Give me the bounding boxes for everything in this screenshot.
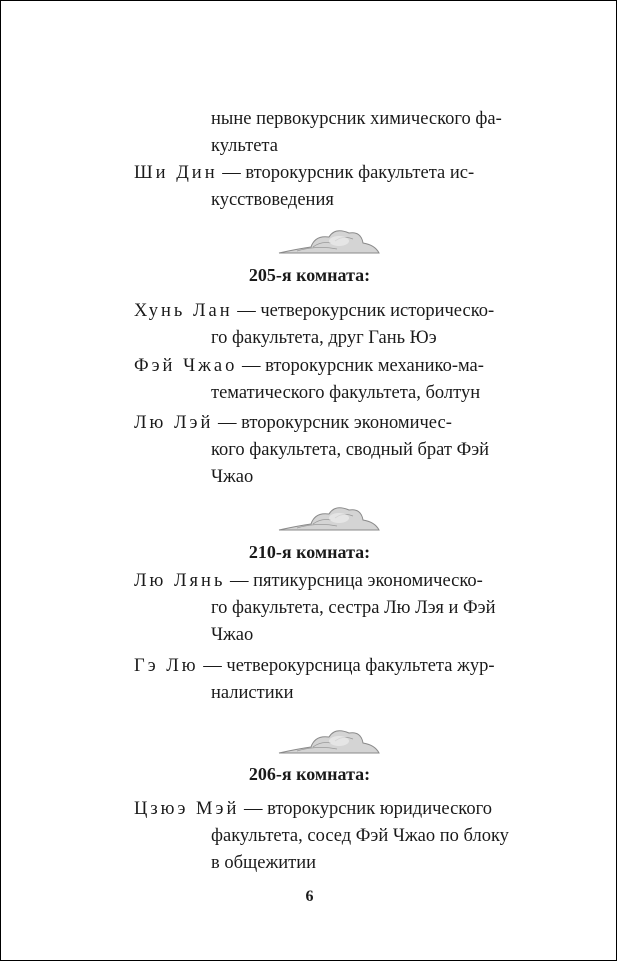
character-description: — второкурсник механико-ма- (237, 356, 484, 376)
character-name: Хунь Лан (134, 301, 233, 321)
character-description: — четверокурсница факультета жур- (198, 656, 495, 676)
entry-line: тематического факультета, болтун (211, 383, 481, 403)
entry-line: ныне первокурсник химического фа- (211, 109, 502, 129)
character-description: — второкурсник юридического (239, 799, 492, 819)
character-entry-lyu-lyan (134, 568, 517, 649)
entry-line: в общежитии (211, 853, 317, 873)
entry-line: Чжао (211, 625, 254, 645)
character-entry-hun-lan (134, 298, 517, 352)
page-number: 6 (305, 888, 314, 905)
cloud-ornament-icon (277, 723, 381, 757)
entry-line: Чжао (211, 467, 254, 487)
entry-line: налистики (211, 683, 294, 703)
character-name: Лю Лянь (134, 571, 226, 591)
character-name: Фэй Чжао (134, 356, 238, 376)
character-description: — пятикурсница экономическо- (225, 571, 483, 591)
room-heading: 205-я комната: (248, 265, 371, 285)
character-entry-continuation (134, 106, 517, 160)
cloud-ornament-icon (277, 223, 381, 257)
entry-line: кого факультета, сводный брат Фэй (211, 440, 490, 460)
character-entry-fei-chzhao (134, 353, 517, 407)
character-name: Гэ Лю (134, 656, 199, 676)
character-entry-tszyue-mei (134, 796, 517, 877)
room-heading: 210-я комната: (248, 542, 371, 562)
character-name: Лю Лэй (134, 413, 214, 433)
entry-line: культета (211, 136, 278, 156)
entry-line: го факультета, сестра Лю Лэя и Фэй (211, 598, 496, 618)
character-name: Цзюэ Мэй (134, 799, 240, 819)
cloud-ornament-icon (277, 500, 381, 534)
entry-line: факультета, сосед Фэй Чжао по блоку (211, 826, 509, 846)
character-entry-lyu-lei (134, 410, 517, 491)
entry-line: кусствоведения (211, 190, 334, 210)
character-name: Ши Дин (134, 163, 218, 183)
character-entry-shi-din (134, 160, 517, 214)
character-description: — четверокурсник историческо- (232, 301, 495, 321)
character-description: — второкурсник факультета ис- (217, 163, 475, 183)
character-entry-ge-lyu (134, 653, 517, 707)
entry-line: го факультета, друг Гань Юэ (211, 328, 437, 348)
character-description: — второкурсник экономичес- (213, 413, 452, 433)
room-heading: 206-я комната: (248, 764, 371, 784)
